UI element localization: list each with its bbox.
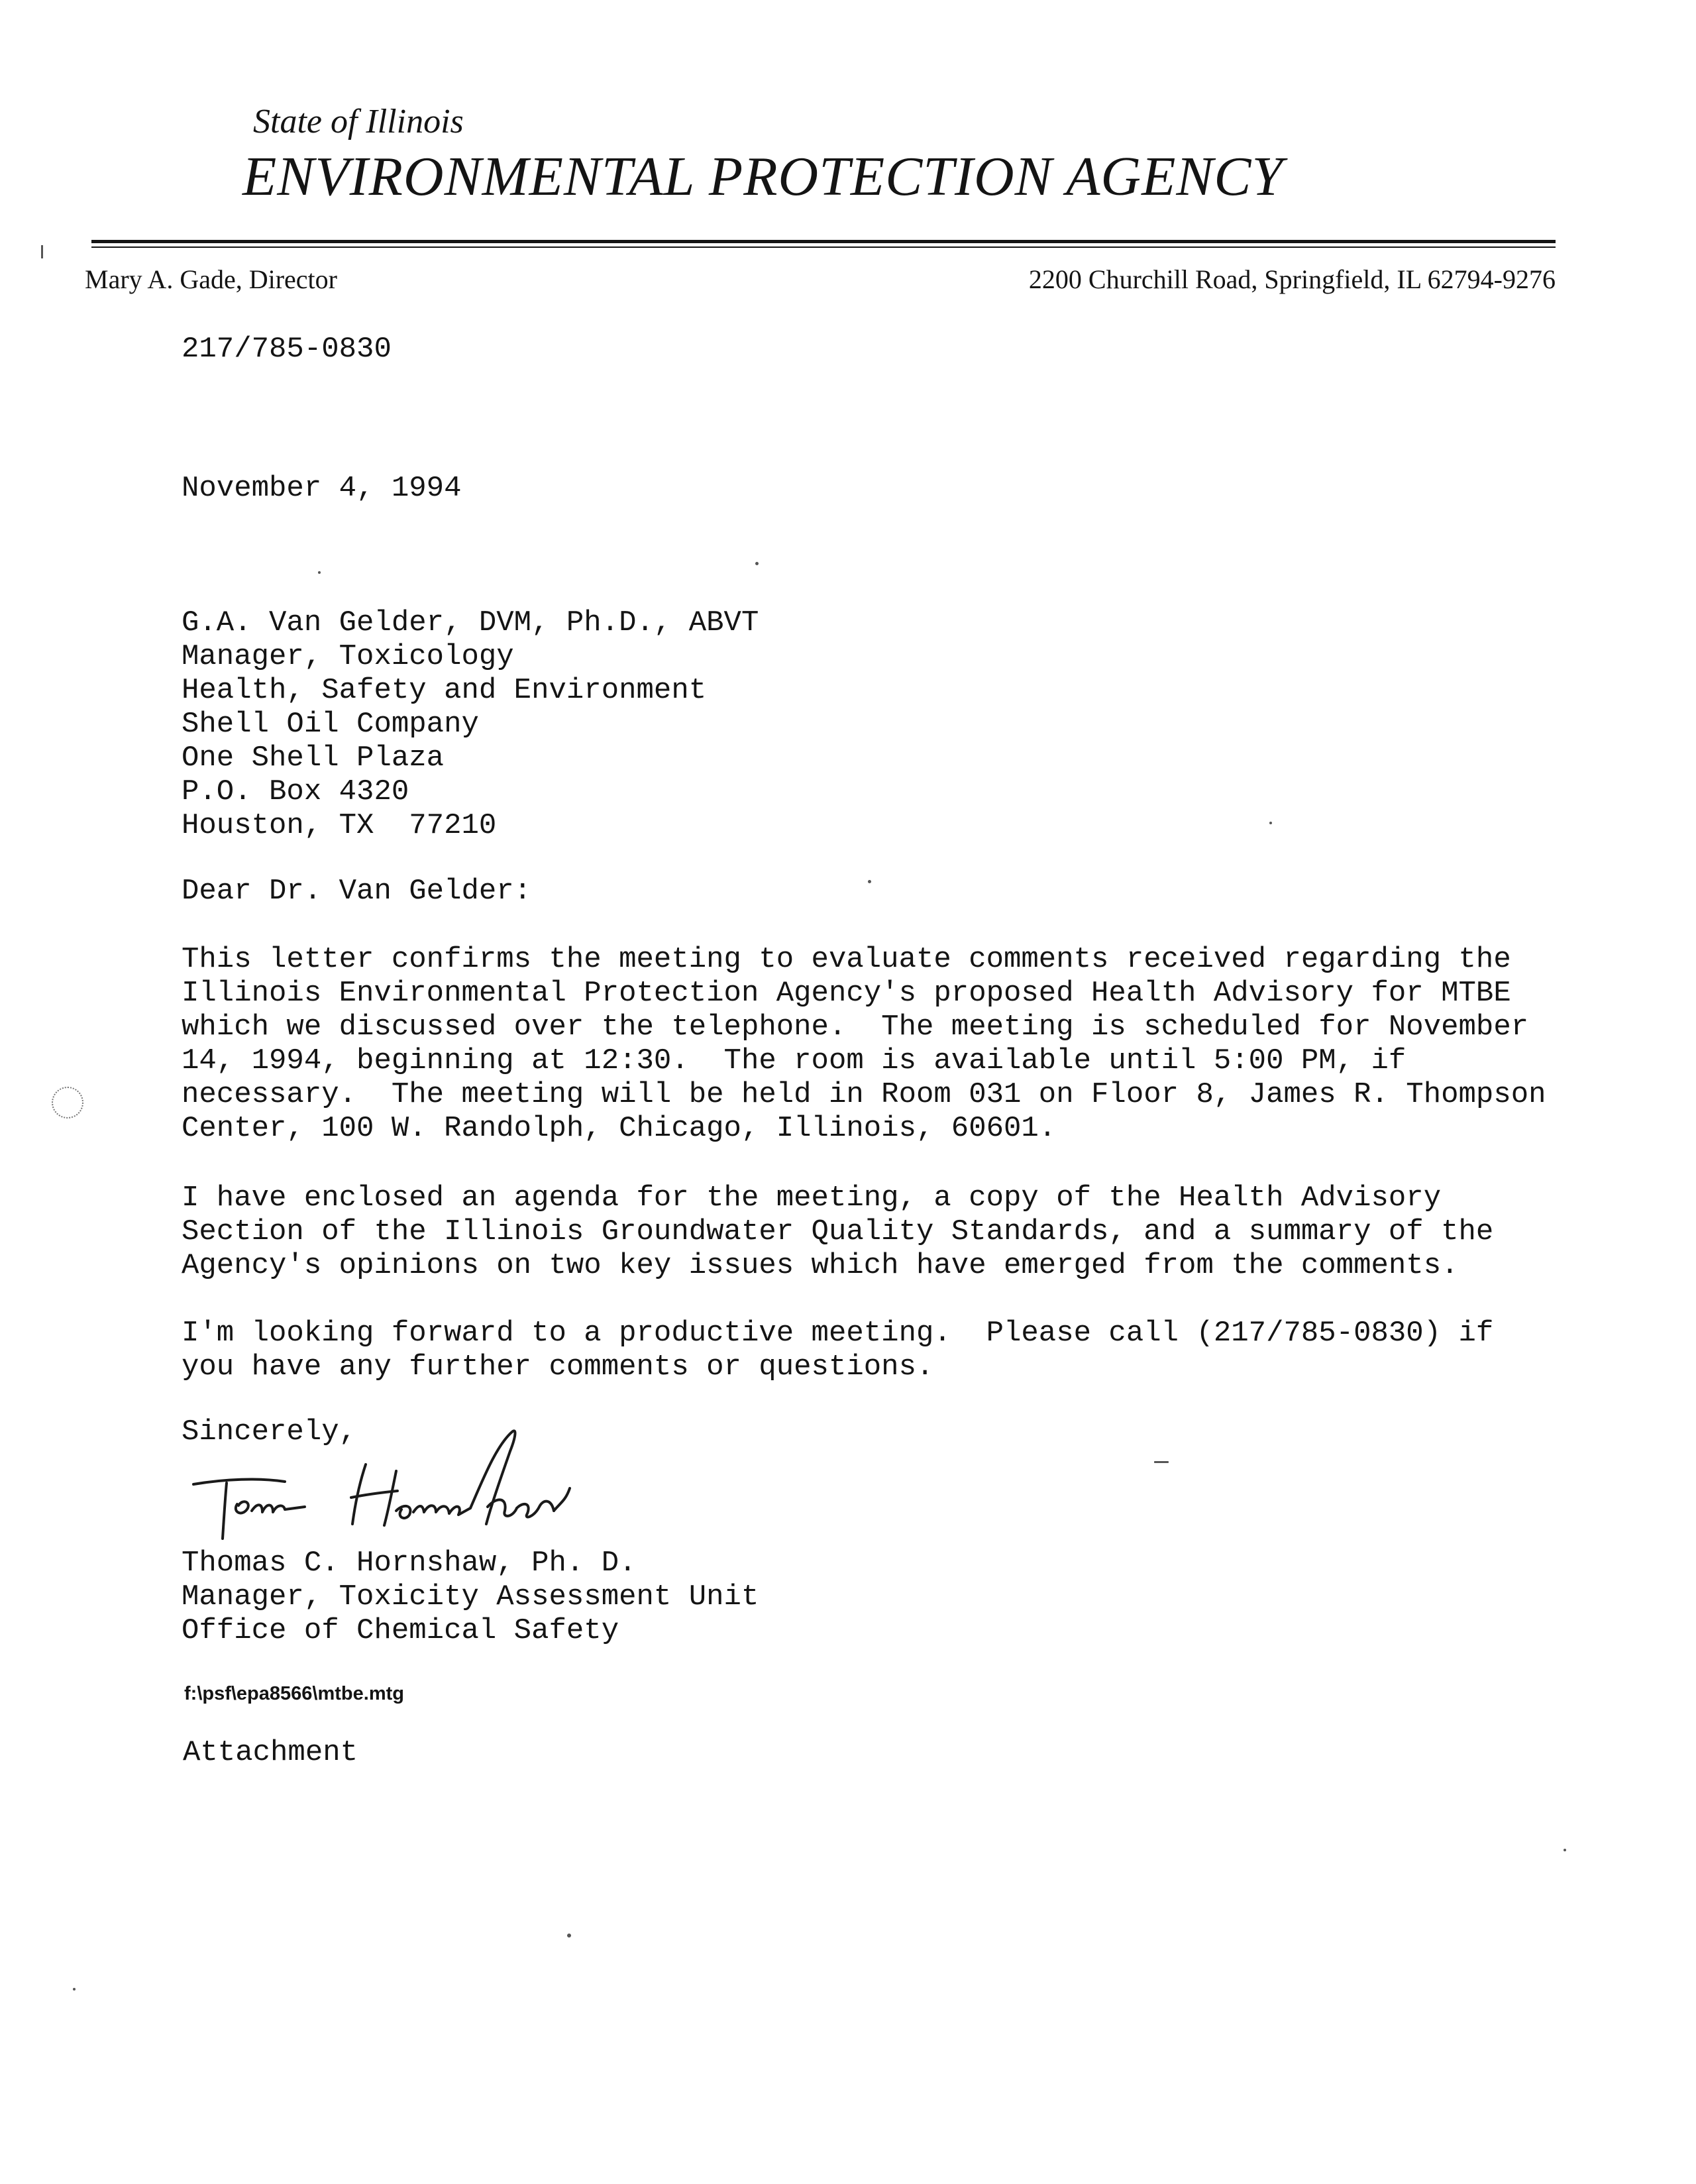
salutation: Dear Dr. Van Gelder: (182, 875, 532, 908)
phone-number: 217/785-0830 (182, 333, 392, 366)
body-paragraph-3 (182, 1317, 1493, 1384)
scan-mark (41, 245, 47, 258)
scan-speck (868, 880, 871, 883)
letterhead-state: State of Illinois (253, 103, 464, 140)
scan-speck (318, 571, 321, 574)
paragraph-line: Section of the Illinois Groundwater Quality Standards, and a summary of the (182, 1215, 1494, 1248)
signer-line: Manager, Toxicity Assessment Unit (182, 1580, 759, 1613)
signer-line: Thomas C. Hornshaw, Ph. D. (182, 1547, 637, 1580)
recipient-line: Manager, Toxicology (182, 640, 514, 673)
paragraph-line: Center, 100 W. Randolph, Chicago, Illinois, 60601. (182, 1112, 1057, 1145)
paragraph-line: 14, 1994, beginning at 12:30. The room is available until 5:00 PM, if (182, 1044, 1406, 1077)
signer-line: Office of Chemical Safety (182, 1614, 619, 1647)
letterhead-address: 2200 Churchill Road, Springfield, IL 62794-9276 (1028, 264, 1556, 294)
paragraph-line: Illinois Environmental Protection Agency's proposed Health Advisory for MTBE (182, 977, 1511, 1010)
recipient-line: Houston, TX 77210 (182, 809, 497, 842)
recipient-line: Shell Oil Company (182, 708, 479, 741)
letter-date: November 4, 1994 (182, 472, 462, 505)
paragraph-line: I'm looking forward to a productive meeting. Please call (217/785-0830) if (182, 1317, 1494, 1350)
recipient-line: Health, Safety and Environment (182, 674, 707, 707)
letterhead-agency-name: ENVIRONMENTAL PROTECTION AGENCY (242, 146, 1284, 207)
paragraph-line: This letter confirms the meeting to evaluate comments received regarding the (182, 943, 1511, 976)
scan-speck (755, 562, 759, 565)
recipient-line: P.O. Box 4320 (182, 775, 409, 808)
enclosure-note: Attachment (183, 1736, 358, 1769)
recipient-line: G.A. Van Gelder, DVM, Ph.D., ABVT (182, 606, 759, 639)
handwritten-signature (186, 1425, 610, 1544)
paragraph-line: which we discussed over the telephone. The meeting is scheduled for November (182, 1010, 1529, 1044)
scan-speck (1269, 822, 1272, 824)
scan-speck (1564, 1849, 1566, 1851)
scan-speck (1154, 1461, 1169, 1463)
letterhead-rule (91, 240, 1556, 243)
paragraph-line: necessary. The meeting will be held in Room 031 on Floor 8, James R. Thompson (182, 1078, 1546, 1111)
recipient-address (182, 606, 759, 843)
scan-speck (73, 1988, 76, 1991)
paragraph-line: Agency's opinions on two key issues which have emerged from the comments. (182, 1249, 1459, 1282)
file-reference: f:\psf\epa8566\mtbe.mtg (184, 1683, 404, 1704)
paragraph-line: you have any further comments or questions. (182, 1350, 934, 1384)
body-paragraph-2 (182, 1181, 1493, 1283)
paragraph-line: I have enclosed an agenda for the meeting, a copy of the Health Advisory (182, 1181, 1442, 1215)
scan-mark (52, 1087, 83, 1119)
body-paragraph-1 (182, 943, 1546, 1146)
scan-speck (567, 1934, 571, 1938)
signer-block (182, 1547, 759, 1648)
letterhead-rule-thin (91, 246, 1556, 248)
recipient-line: One Shell Plaza (182, 741, 445, 775)
closing: Sincerely, (182, 1415, 357, 1448)
letterhead-director: Mary A. Gade, Director (85, 264, 337, 294)
